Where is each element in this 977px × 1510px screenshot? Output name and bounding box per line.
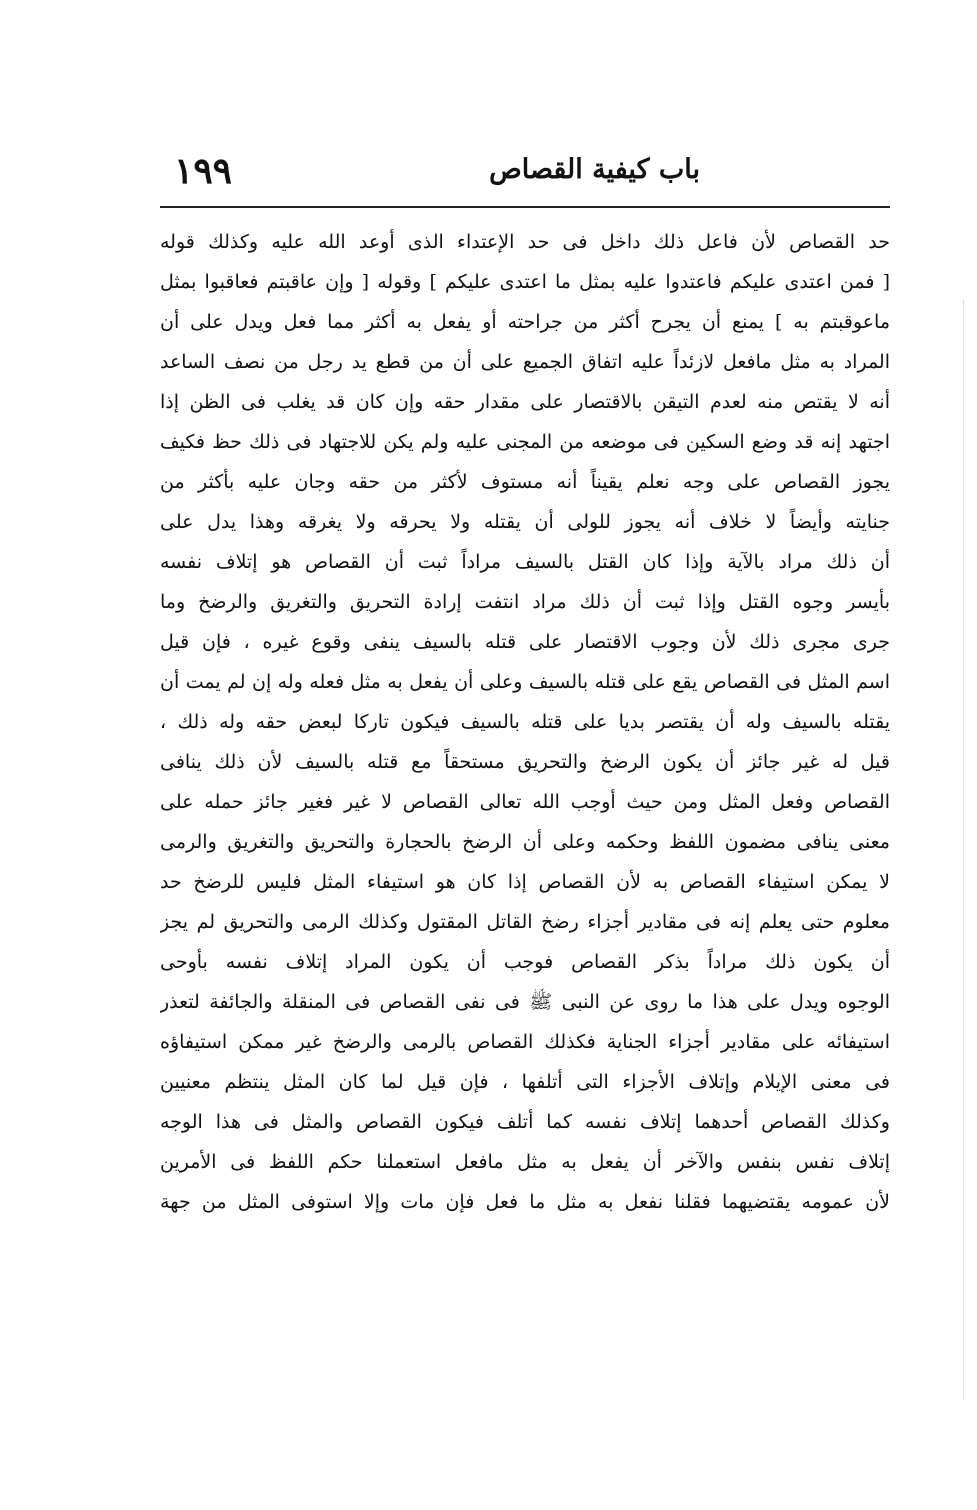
text-line: إتلاف نفس بنفس والآخر أن يفعل به مثل مافعل استعملنا حكم اللفظ فى الأمرين: [160, 1151, 890, 1173]
text-line: لا يمكن استيفاء القصاص به لأن القصاص إذا كان هو استيفاء المثل فليس للرضخ حد: [160, 871, 890, 893]
page-header: [160, 150, 890, 202]
text-line: أنه لا يقتص منه لعدم التيقن بالاقتصار على مقدار حقه وإن كان قد يغلب فى الظن إذا: [160, 391, 890, 413]
text-line: أن ذلك مراد بالآية وإذا كان القتل بالسيف مراداً ثبت أن القصاص هو إتلاف نفسه: [160, 551, 890, 573]
text-line: معلوم حتى يعلم إنه فى مقادير أجزاء رضخ القاتل المقتول وكذلك الرمى والتحريق لم يجز: [160, 911, 890, 933]
text-line: اسم المثل فى القصاص يقع على قتله بالسيف وعلى أن يفعل به مثل فعله وله إن لم يمت أن: [160, 671, 890, 693]
text-line: بأيسر وجوه القتل وإذا ثبت أن ذلك مراد انتفت إرادة التحريق والتغريق والرضخ وما: [160, 591, 890, 613]
text-line: وكذلك القصاص أحدهما إتلاف نفسه كما أتلف فيكون القصاص والمثل فى هذا الوجه: [160, 1111, 890, 1133]
text-line: [ فمن اعتدى عليكم فاعتدوا عليه بمثل ما اعتدى عليكم ] وقوله [ وإن عاقبتم فعاقبوا بمثل: [160, 271, 890, 293]
text-line: ماعوقبتم به ] يمنع أن يجرح أكثر من جراحته أو يفعل به أكثر مما فعل ويدل على أن: [160, 311, 890, 333]
text-line: جرى مجرى ذلك لأن وجوب الاقتصار على قتله بالسيف ينفى وقوع غيره ، فإن قيل: [160, 631, 890, 653]
page-number: ١٩٩: [174, 150, 233, 192]
text-line: المراد به مثل مافعل لازئداً عليه اتفاق الجميع على أن من قطع يد رجل من نصف الساعد: [160, 351, 890, 373]
page-edge-shadow: [963, 300, 964, 1400]
header-divider: [160, 206, 890, 208]
body-text: [160, 222, 890, 1222]
text-line: اجتهد إنه قد وضع السكين فى موضعه من المجنى عليه ولم يكن للاجتهاد فى ذلك حظ فكيف: [160, 431, 890, 453]
text-line: يقتله بالسيف وله أن يقتصر بديا على قتله بالسيف فيكون تاركا لبعض حقه وله ذلك ،: [160, 711, 890, 733]
text-line: أن يكون ذلك مراداً بذكر القصاص فوجب أن يكون المراد إتلاف نفسه بأوحى: [160, 951, 890, 973]
text-line: معنى ينافى مضمون اللفظ وحكمه وعلى أن الرضخ بالحجارة والتحريق والتغريق والرمى: [160, 831, 890, 853]
text-line: الوجوه ويدل على هذا ما روى عن النبى ﷺ فى نفى القصاص فى المنقلة والجائفة لتعذر: [160, 991, 890, 1013]
text-line: جنايته وأيضاً لا خلاف أنه يجوز للولى أن يقتله ولا يحرقه ولا يغرقه وهذا يدل على: [160, 511, 890, 533]
chapter-title: باب كيفية القصاص: [489, 154, 700, 185]
text-line: القصاص وفعل المثل ومن حيث أوجب الله تعالى القصاص لا غير فغير جائز حمله على: [160, 791, 890, 813]
text-line: يجوز القصاص على وجه نعلم يقيناً أنه مستوف لأكثر من حقه وجان عليه بأكثر من: [160, 471, 890, 493]
text-line: فى معنى الإيلام وإتلاف الأجزاء التى أتلفها ، فإن قيل لما كان المثل ينتظم معنيين: [160, 1071, 890, 1093]
text-line: قيل له غير جائز أن يكون الرضخ والتحريق مستحقاً مع قتله بالسيف لأن ذلك ينافى: [160, 751, 890, 773]
text-line: استيفائه على مقادير أجزاء الجناية فكذلك القصاص بالرمى والرضخ غير ممكن استيفاؤه: [160, 1031, 890, 1053]
text-line: حد القصاص لأن فاعل ذلك داخل فى حد الإعتداء الذى أوعد الله عليه وكذلك قوله: [160, 231, 890, 253]
text-line: لأن عمومه يقتضيهما فقلنا نفعل به مثل ما فعل فإن مات وإلا استوفى المثل من جهة: [160, 1191, 890, 1213]
